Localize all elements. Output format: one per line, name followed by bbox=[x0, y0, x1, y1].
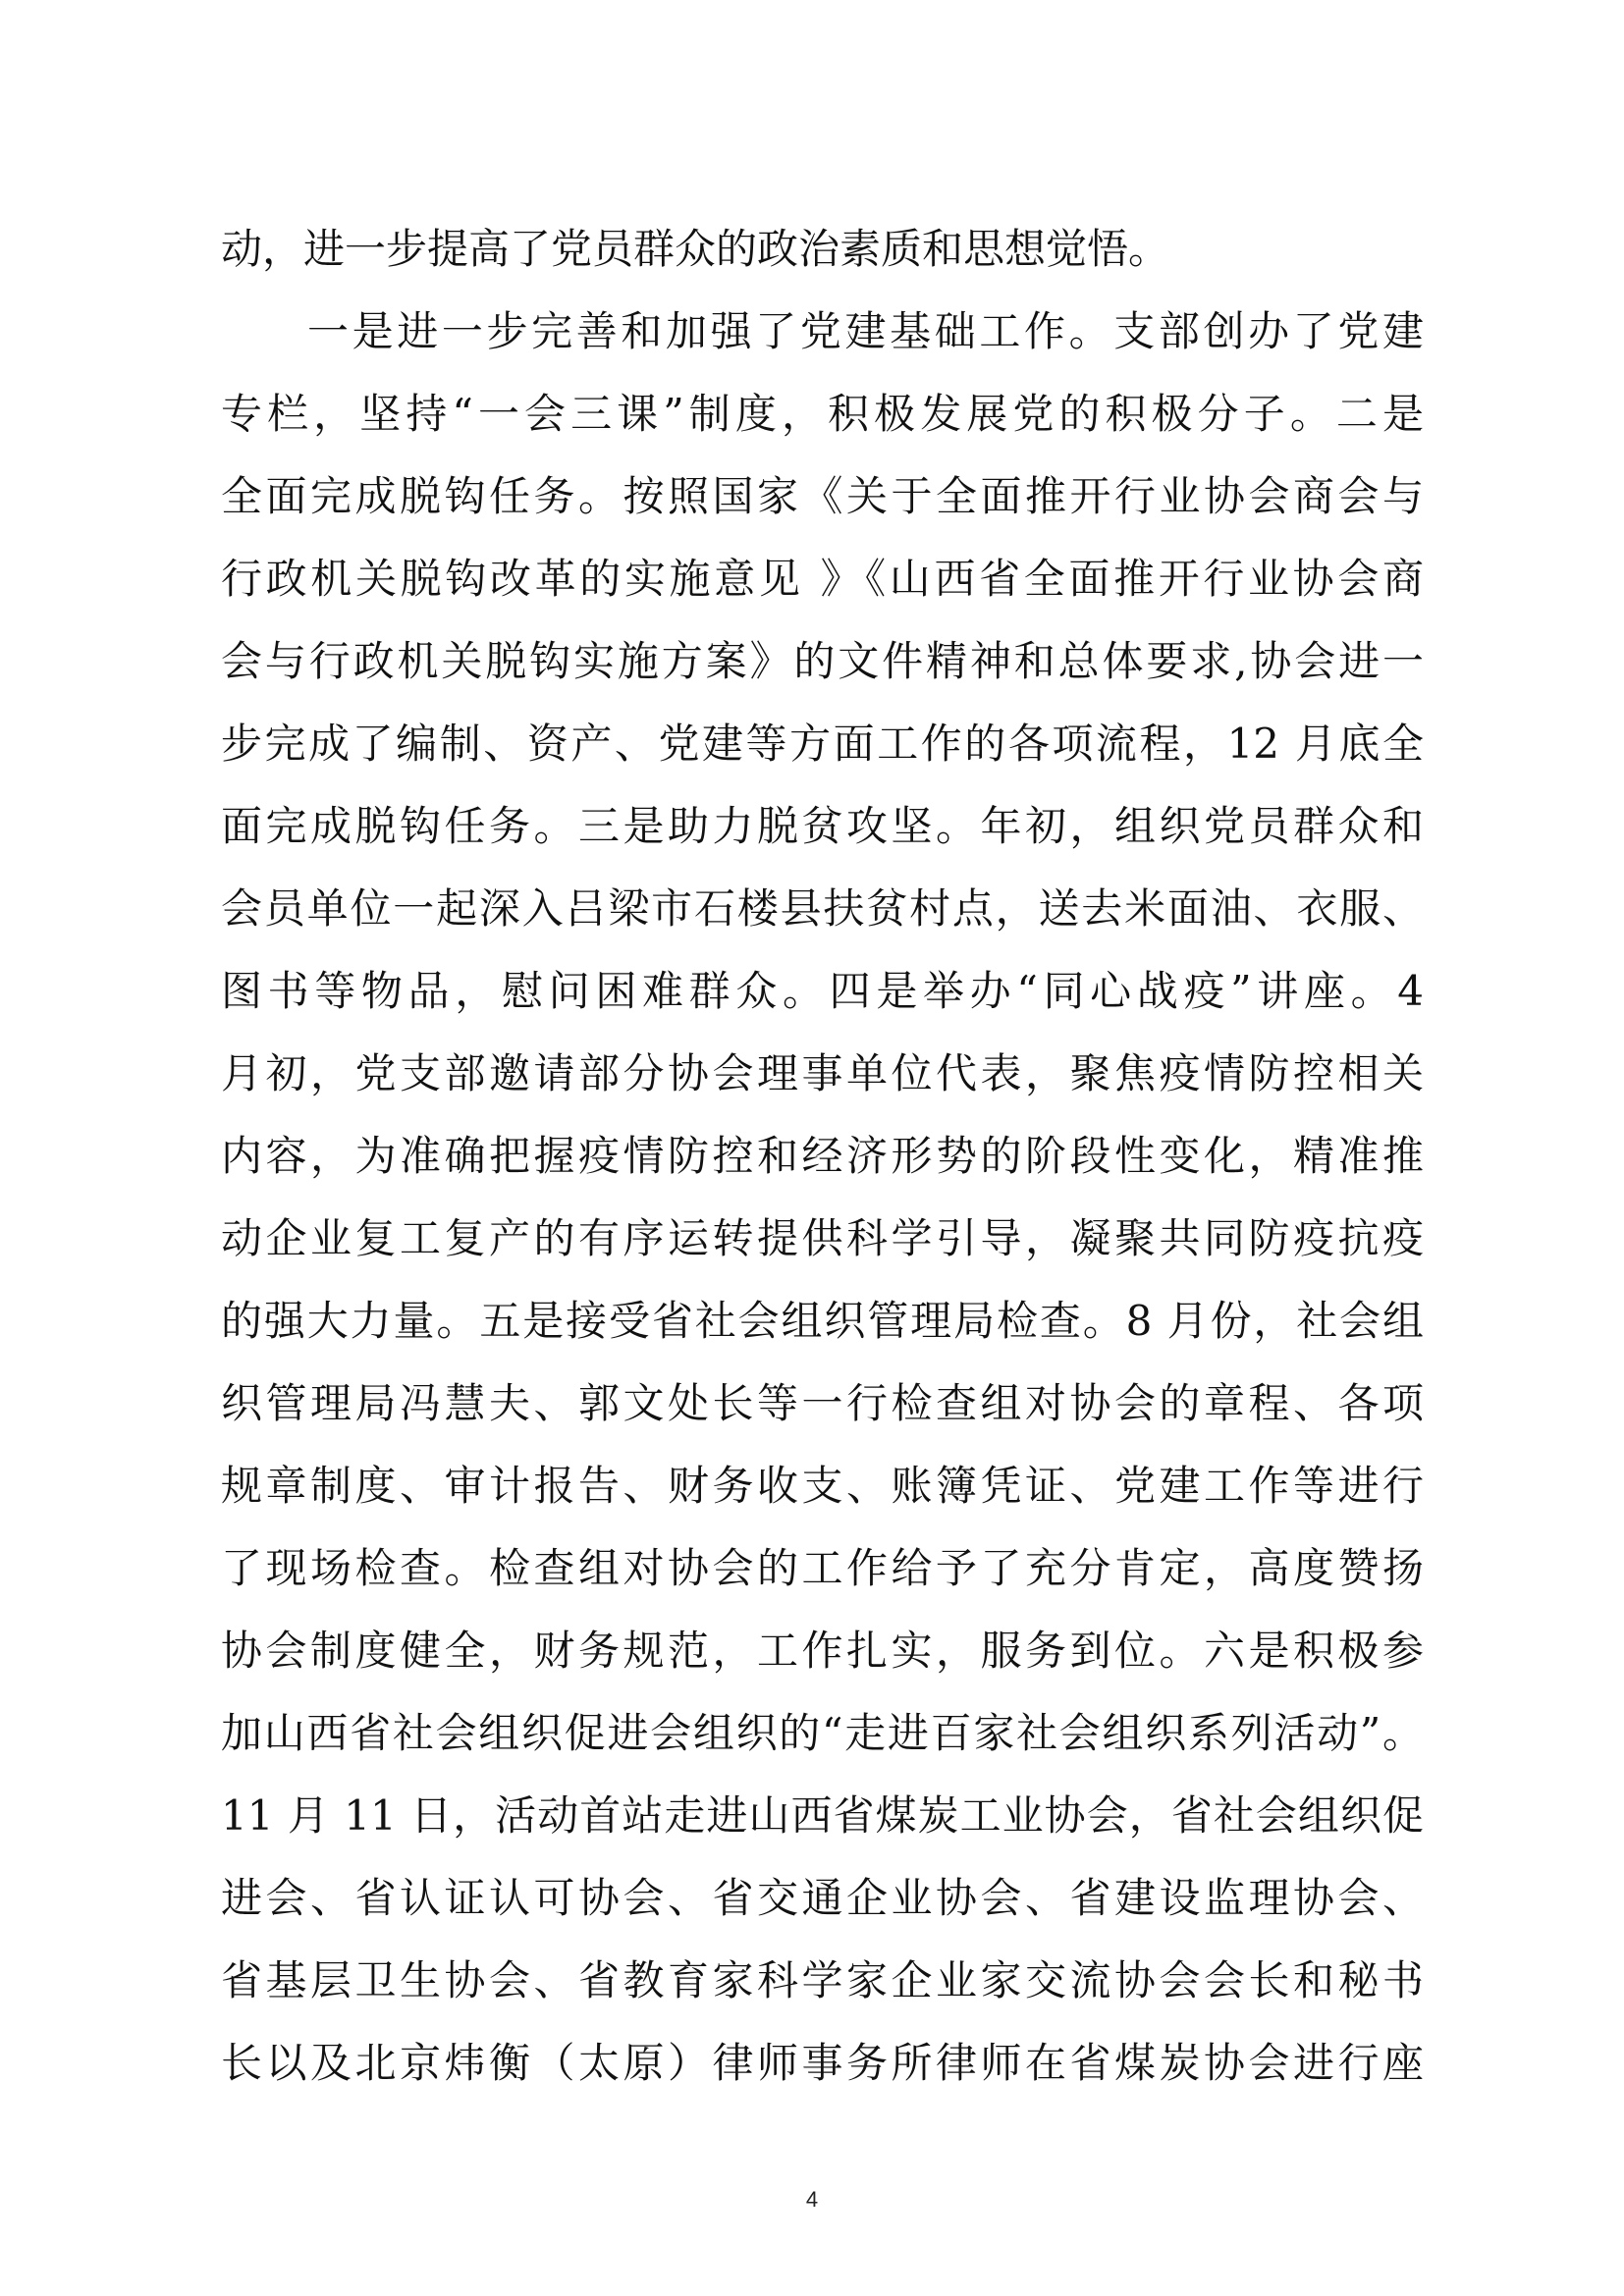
text-line: 会员单位一起深入吕梁市石楼县扶贫村点，送去米面油、衣服、 bbox=[221, 884, 1424, 933]
text-line: 专栏，坚持“一会三课”制度，积极发展党的积极分子。二是 bbox=[221, 390, 1424, 438]
text-line: 的强大力量。五是接受省社会组织管理局检查。8 月份，社会组 bbox=[221, 1297, 1424, 1345]
text-line: 步完成了编制、资产、党建等方面工作的各项流程，12 月底全 bbox=[221, 720, 1424, 768]
text-line: 全面完成脱钩任务。按照国家《关于全面推开行业协会商会与 bbox=[221, 472, 1424, 520]
text-line: 面完成脱钩任务。三是助力脱贫攻坚。年初，组织党员群众和 bbox=[221, 802, 1424, 850]
text-line: 进会、省认证认可协会、省交通企业协会、省建设监理协会、 bbox=[221, 1874, 1424, 1922]
text-line: 会与行政机关脱钩实施方案》的文件精神和总体要求,协会进一 bbox=[221, 637, 1424, 685]
text-line: 内容，为准确把握疫情防控和经济形势的阶段性变化，精准推 bbox=[221, 1132, 1424, 1180]
text-line: 规章制度、审计报告、财务收支、账簿凭证、党建工作等进行 bbox=[221, 1462, 1424, 1510]
text-line: 长以及北京炜衡（太原）律师事务所律师在省煤炭协会进行座 bbox=[221, 2039, 1424, 2087]
text-line: 行政机关脱钩改革的实施意见 》《山西省全面推开行业协会商 bbox=[221, 555, 1424, 603]
paragraph-first-line: 一是进一步完善和加强了党建基础工作。支部创办了党建 bbox=[307, 307, 1424, 355]
text-line: 加山西省社会组织促进会组织的“走进百家社会组织系列活动”。 bbox=[221, 1709, 1424, 1757]
page-number: 4 bbox=[805, 2187, 819, 2212]
text-line: 织管理局冯慧夫、郭文处长等一行检查组对协会的章程、各项 bbox=[221, 1379, 1424, 1427]
text-line: 图书等物品，慰问困难群众。四是举办“同心战疫”讲座。4 bbox=[221, 967, 1424, 1015]
text-line: 动企业复工复产的有序运转提供科学引导，凝聚共同防疫抗疫 bbox=[221, 1214, 1424, 1262]
text-line: 月初，党支部邀请部分协会理事单位代表，聚焦疫情防控相关 bbox=[221, 1049, 1424, 1097]
text-line: 省基层卫生协会、省教育家科学家企业家交流协会会长和秘书 bbox=[221, 1956, 1424, 2004]
body-text bbox=[221, 208, 1424, 2105]
text-line: 协会制度健全，财务规范，工作扎实，服务到位。六是积极参 bbox=[221, 1627, 1424, 1675]
text-line: 动，进一步提高了党员群众的政治素质和思想觉悟。 bbox=[221, 225, 1170, 273]
text-line: 11 月 11 日，活动首站走进山西省煤炭工业协会，省社会组织促 bbox=[221, 1791, 1424, 1840]
text-line: 了现场检查。检查组对协会的工作给予了充分肯定，高度赞扬 bbox=[221, 1544, 1424, 1592]
